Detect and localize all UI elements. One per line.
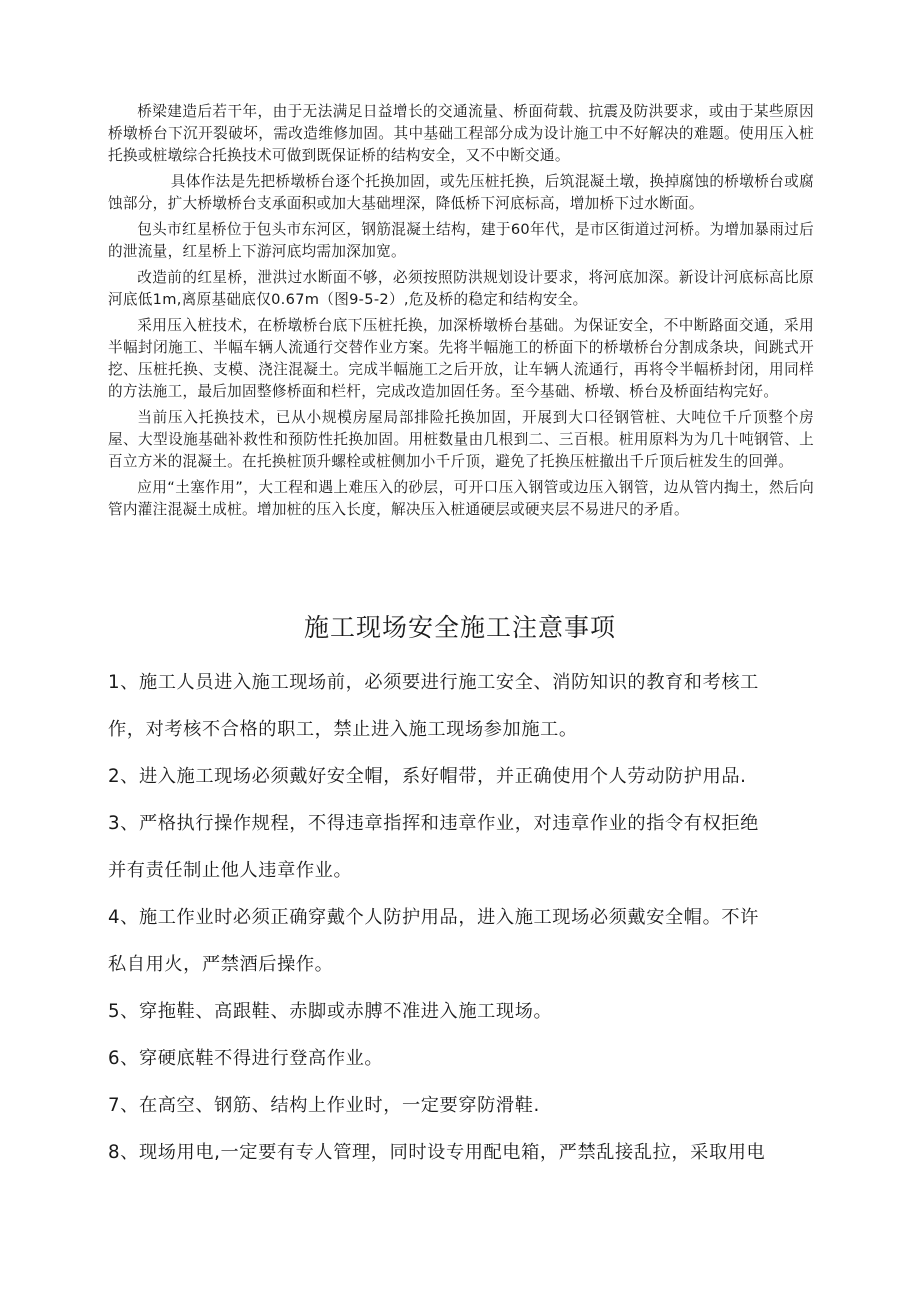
intro-paragraph: 当前压入托换技术，已从小规模房屋局部排险托换加固，开展到大口径钢管桩、大吨位千斤顶整个房屋、大型设施基础补救性和预防性托换加固。用桩数量由几根到二、三百根。桩用原料为为几十吨钢管、上百立方米的混凝土。在托换桩顶升螺栓或桩侧加小千斤顶，避免了托换压桩撤出千斤顶后桩发生的回弹。 <box>108 409 814 470</box>
intro-paragraph: 包头市红星桥位于包头市东河区，钢筋混凝土结构，建于60年代，是市区街道过河桥。为增加暴雨过后的泄流量，红星桥上下游河底均需加深加宽。 <box>108 221 814 260</box>
intro-text-block <box>108 101 814 525</box>
rule-line: 作，对考核不合格的职工，禁止进入施工现场参加施工。 <box>108 719 578 740</box>
rule-line: 3、严格执行操作规程，不得违章指挥和违章作业，对违章作业的指令有权拒绝 <box>108 813 759 834</box>
safety-rules-list <box>108 659 814 1176</box>
rule-line: 6、穿硬底鞋不得进行登高作业。 <box>108 1048 384 1069</box>
intro-paragraph: 具体作法是先把桥墩桥台逐个托换加固，或先压桩托换，后筑混凝土墩，换掉腐蚀的桥墩桥台或腐蚀部分，扩大桥墩桥台支承面积或加大基础埋深，降低桥下河底标高，增加桥下过水断面。 <box>108 173 814 212</box>
intro-paragraph: 桥梁建造后若干年，由于无法满足日益增长的交通流量、桥面荷载、抗震及防洪要求，或由于某些原因桥墩桥台下沉开裂破坏，需改造维修加固。其中基础工程部分成为设计施工中不好解决的难题。使用压入桩托换或桩墩综合托换技术可做到既保证桥的结构安全，又不中断交通。 <box>108 103 814 164</box>
rule-line: 5、穿拖鞋、高跟鞋、赤脚或赤膊不准进入施工现场。 <box>108 1001 553 1022</box>
intro-paragraph: 改造前的红星桥，泄洪过水断面不够，必须按照防洪规划设计要求，将河底加深。新设计河底标高比原河底低1m,离原基础底仅0.67m（图9-5-2）,危及桥的稳定和结构安全。 <box>108 269 814 308</box>
rule-line: 8、现场用电,一定要有专人管理，同时设专用配电箱，严禁乱接乱拉，采取用电 <box>108 1142 766 1163</box>
rule-line: 1、施工人员进入施工现场前，必须要进行施工安全、消防知识的教育和考核工 <box>108 672 759 693</box>
rule-line: 并有责任制止他人违章作业。 <box>108 860 353 881</box>
section-title: 施工现场安全施工注意事项 <box>303 613 616 642</box>
intro-paragraph: 采用压入桩技术，在桥墩桥台底下压桩托换，加深桥墩桥台基础。为保证安全，不中断路面交通，采用半幅封闭施工、半幅车辆人流通行交替作业方案。先将半幅施工的桥面下的桥墩桥台分割成条块，间跳式开挖、压桩托换、支模、浇注混凝土。完成半幅施工之后开放，让车辆人流通行，再将令半幅桥封闭，用同样的方法施工，最后加固整修桥面和栏杆，完成改造加固任务。至今基础、桥墩、桥台及桥面结构完好。 <box>108 317 814 400</box>
rule-line: 7、在高空、钢筋、结构上作业时，一定要穿防滑鞋. <box>108 1095 540 1116</box>
rule-line: 私自用火，严禁酒后操作。 <box>108 954 334 975</box>
intro-paragraph: 应用“土塞作用”，大工程和遇上难压入的砂层，可开口压入钢管或边压入钢管，边从管内掏土，然后向管内灌注混凝土成桩。增加桩的压入长度，解决压入桩通硬层或硬夹层不易进尺的矛盾。 <box>108 479 814 518</box>
rule-line: 2、进入施工现场必须戴好安全帽，系好帽带，并正确使用个人劳动防护用品. <box>108 766 747 787</box>
rule-line: 4、施工作业时必须正确穿戴个人防护用品，进入施工现场必须戴安全帽。不许 <box>108 907 759 928</box>
